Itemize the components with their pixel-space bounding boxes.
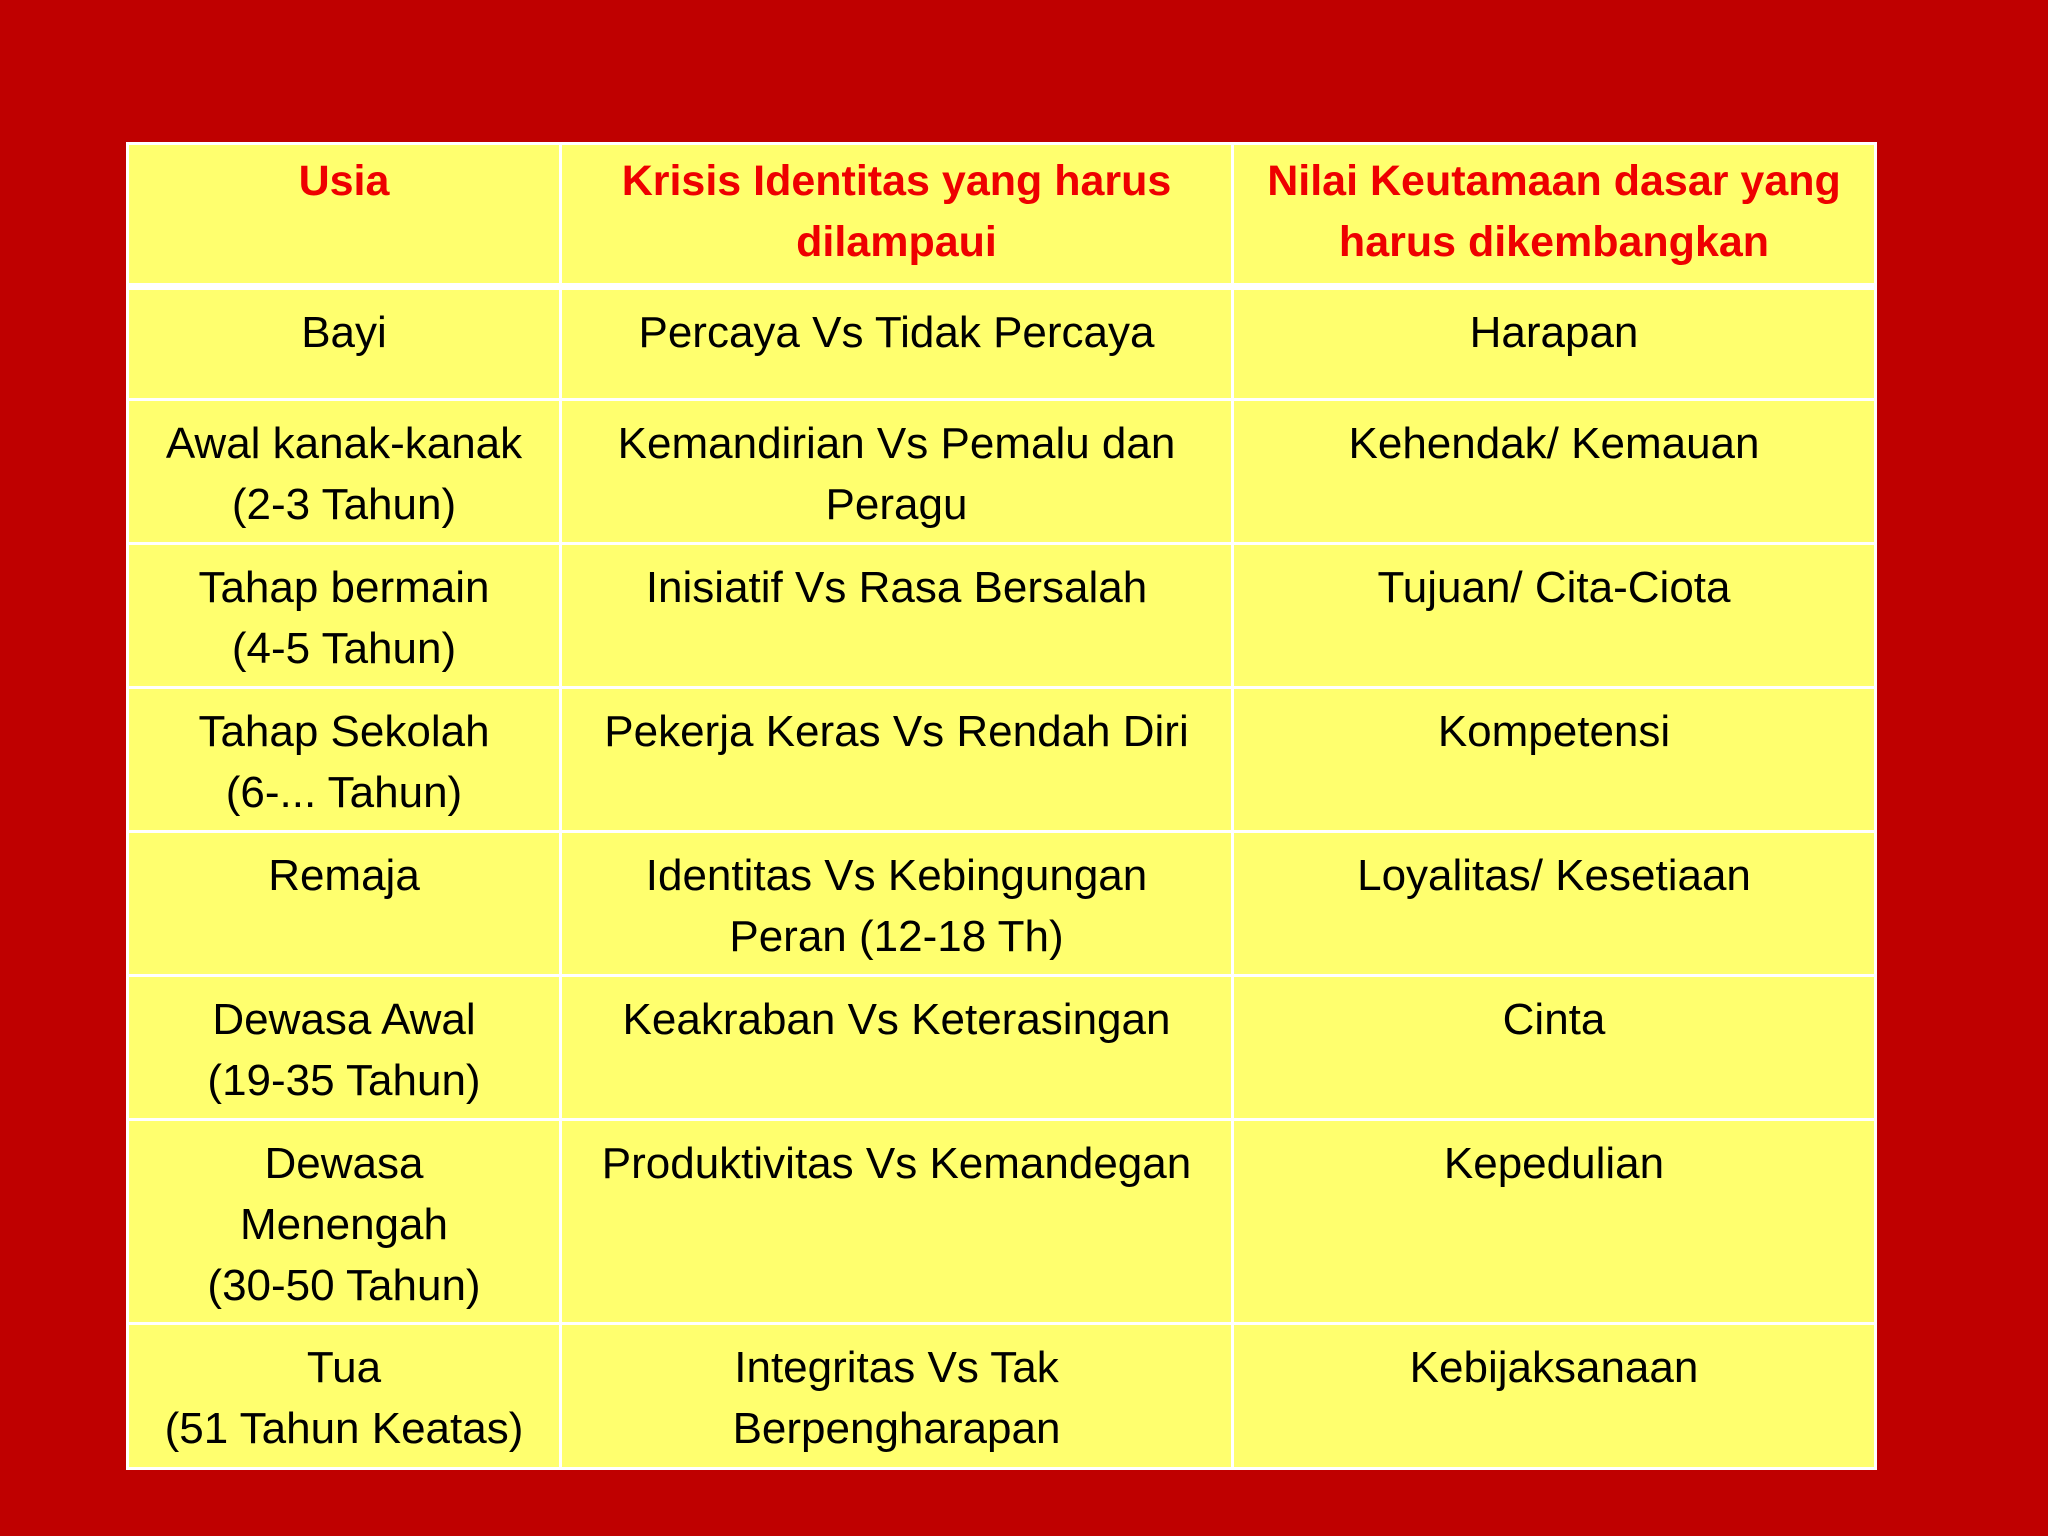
header-krisis-identitas (561, 144, 1233, 287)
cell-krisis (561, 832, 1233, 976)
cell-krisis (561, 400, 1233, 544)
cell-nilai (1233, 1120, 1876, 1324)
cell-krisis (561, 688, 1233, 832)
cell-usia (128, 544, 561, 688)
cell-usia (128, 832, 561, 976)
cell-text: Produktivitas Vs Kemandegan (601, 1139, 1192, 1188)
cell-text: Tujuan/ Cita-Ciota (1377, 563, 1731, 612)
header-nilai-keutamaan (1233, 144, 1876, 287)
cell-text: Dewasa Awal (19-35 Tahun) (207, 995, 481, 1105)
cell-nilai (1233, 688, 1876, 832)
cell-text: Tahap bermain (4-5 Tahun) (198, 563, 490, 673)
header-usia-label: Usia (298, 157, 390, 205)
table-row (128, 976, 1876, 1120)
cell-text: Kebijaksanaan (1409, 1343, 1699, 1392)
cell-text: Integritas Vs Tak Berpengharapan (732, 1343, 1061, 1453)
cell-text: Remaja (268, 851, 420, 900)
cell-text: Dewasa Menengah (30-50 Tahun) (207, 1139, 481, 1310)
cell-text: Kemandirian Vs Pemalu dan Peragu (617, 419, 1176, 529)
cell-krisis (561, 976, 1233, 1120)
table-row (128, 400, 1876, 544)
cell-text: Tahap Sekolah (6-... Tahun) (198, 707, 490, 817)
cell-text: Awal kanak-kanak (2-3 Tahun) (165, 419, 523, 529)
cell-text: Pekerja Keras Vs Rendah Diri (604, 707, 1189, 756)
cell-text: Kehendak/ Kemauan (1348, 419, 1760, 468)
header-nilai-keutamaan-label: Nilai Keutamaan dasar yang harus dikembangkan (1267, 157, 1841, 266)
cell-text: Harapan (1469, 308, 1639, 357)
cell-krisis (561, 544, 1233, 688)
cell-text: Inisiatif Vs Rasa Bersalah (645, 563, 1148, 612)
cell-nilai (1233, 976, 1876, 1120)
cell-krisis (561, 1324, 1233, 1469)
cell-usia (128, 287, 561, 400)
cell-text: Kepedulian (1443, 1139, 1665, 1188)
header-usia (128, 144, 561, 287)
header-krisis-identitas-label: Krisis Identitas yang harus dilampaui (621, 157, 1172, 266)
table-row (128, 1120, 1876, 1324)
cell-usia (128, 688, 561, 832)
cell-text: Cinta (1502, 995, 1606, 1044)
cell-nilai (1233, 832, 1876, 976)
cell-text: Loyalitas/ Kesetiaan (1357, 851, 1751, 900)
cell-krisis (561, 287, 1233, 400)
cell-text: Percaya Vs Tidak Percaya (638, 308, 1155, 357)
cell-nilai (1233, 1324, 1876, 1469)
cell-usia (128, 400, 561, 544)
cell-nilai (1233, 287, 1876, 400)
cell-usia (128, 1324, 561, 1469)
table-header-row (128, 144, 1876, 287)
cell-usia (128, 976, 561, 1120)
cell-text: Identitas Vs Kebingungan Peran (12-18 Th) (645, 851, 1148, 961)
table-row (128, 688, 1876, 832)
cell-nilai (1233, 544, 1876, 688)
cell-text: Kompetensi (1437, 707, 1671, 756)
cell-krisis (561, 1120, 1233, 1324)
cell-nilai (1233, 400, 1876, 544)
table-row (128, 832, 1876, 976)
cell-usia (128, 1120, 561, 1324)
table-row (128, 544, 1876, 688)
cell-text: Keakraban Vs Keterasingan (622, 995, 1171, 1044)
table-row (128, 1324, 1876, 1469)
cell-text: Tua (51 Tahun Keatas) (164, 1343, 524, 1453)
cell-text: Bayi (301, 308, 387, 357)
development-stages-table (126, 142, 1877, 1470)
table-row (128, 287, 1876, 400)
